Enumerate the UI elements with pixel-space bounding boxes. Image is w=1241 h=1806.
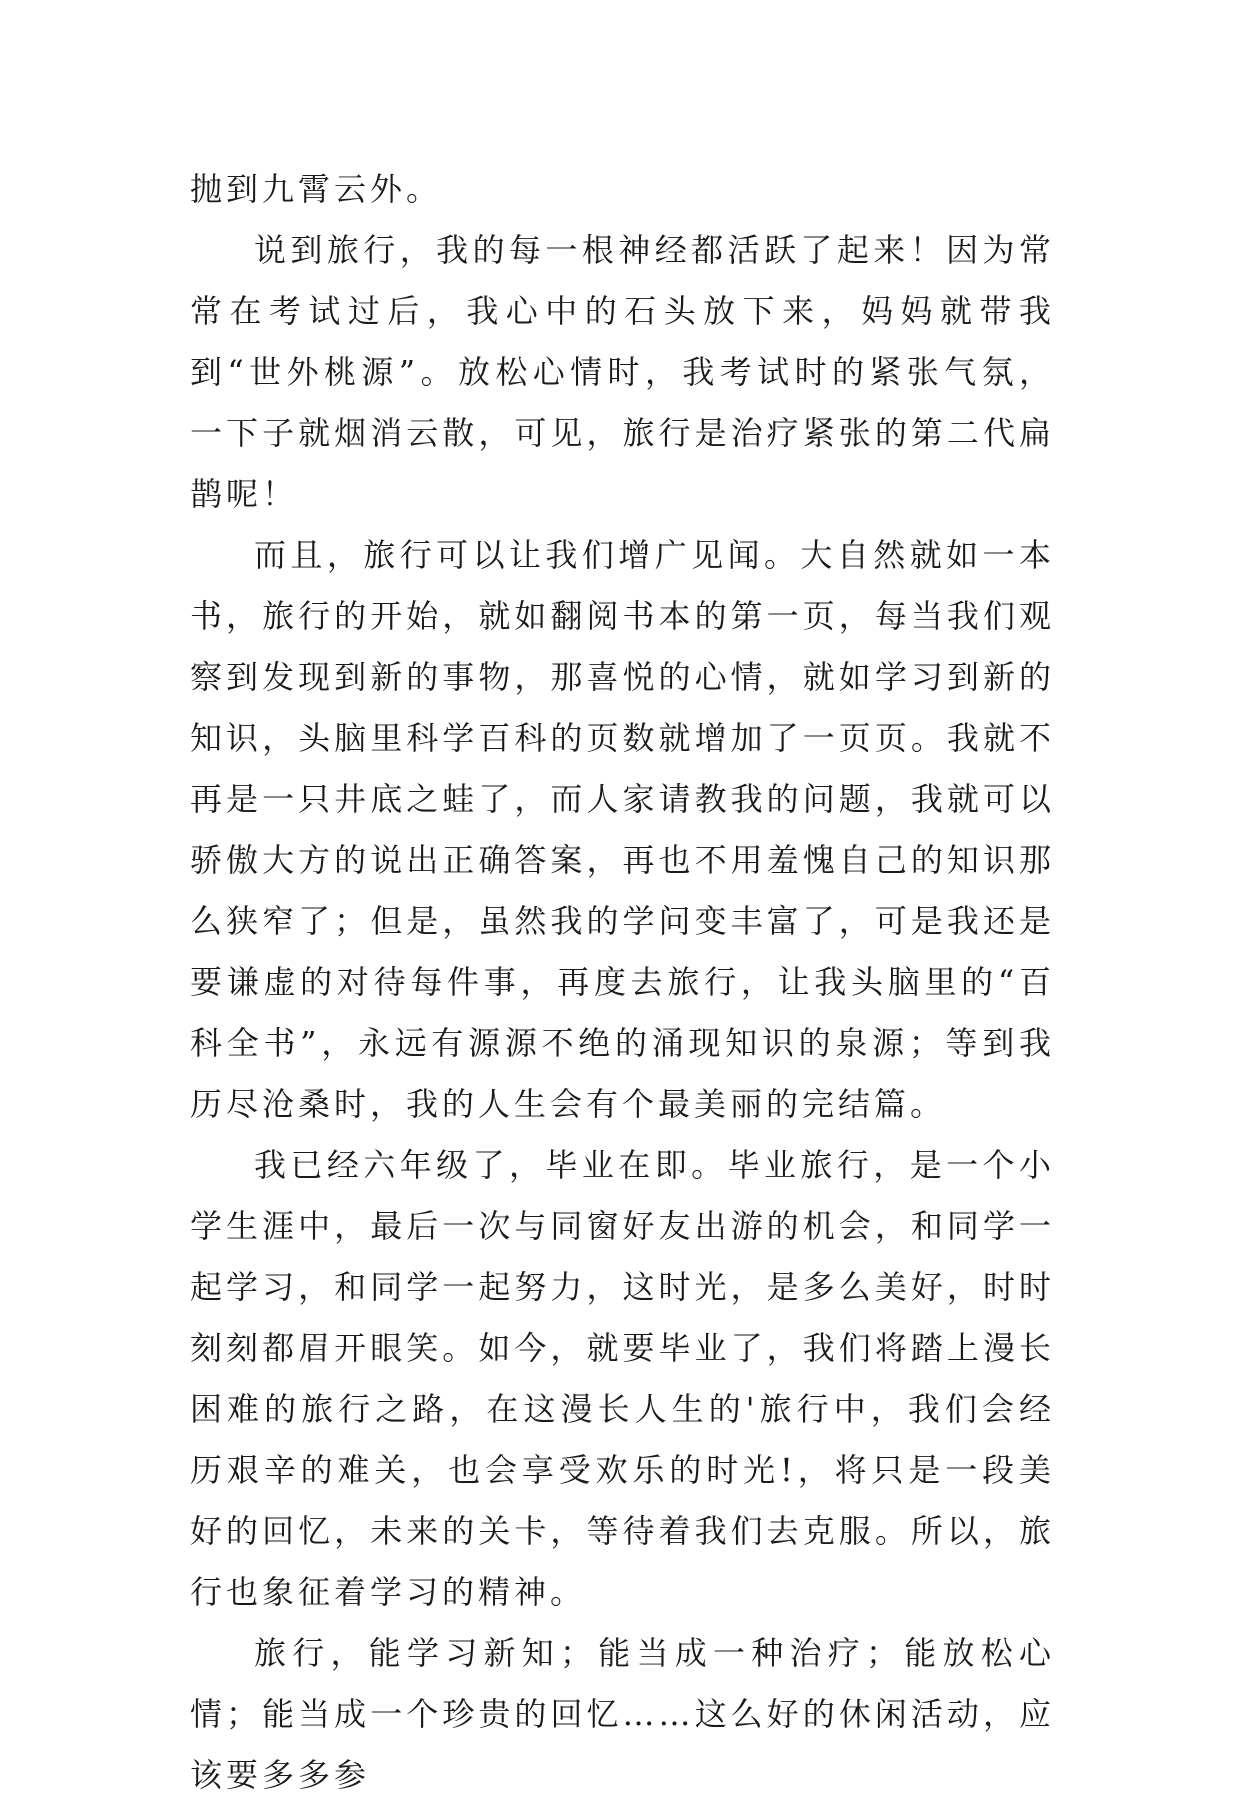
paragraph-travel-knowledge: 而且，旅行可以让我们增广见闻。大自然就如一本书，旅行的开始，就如翻阅书本的第一页，每当我们观察到发现到新的事物，那喜悦的心情，就如学习到新的知识，头脑里科学百科的页数就增加了一页页。我就不再是一只井底之蛙了，而人家请教我的问题，我就可以骄傲大方的说出正确答案，再也不用羞愧自己的知识那么狭窄了；但是，虽然我的学问变丰富了，可是我还是要谦虚的对待每件事，再度去旅行，让我头脑里的“百科全书”，永远有源源不绝的涌现知识的泉源；等到我历尽沧桑时，我的人生会有个最美丽的完结篇。: [190, 536, 1055, 1123]
paragraph-conclusion: 旅行，能学习新知；能当成一种治疗；能放松心情；能当成一个珍贵的回忆……这么好的休闲活动，应该要多多参: [190, 1634, 1055, 1794]
paragraph-travel-relax: 说到旅行，我的每一根神经都活跃了起来！因为常常在考试过后，我心中的石头放下来，妈妈就带我到“世外桃源”。放松心情时，我考试时的紧张气氛，一下子就烟消云散，可见，旅行是治疗紧张的第二代扁鹊呢！: [190, 231, 1055, 513]
paragraph-graduation-trip: 我已经六年级了，毕业在即。毕业旅行，是一个小学生涯中，最后一次与同窗好友出游的机会，和同学一起学习，和同学一起努力，这时光，是多么美好，时时刻刻都眉开眼笑。如今，就要毕业了，我们将踏上漫长困难的旅行之路，在这漫长人生的'旅行中，我们会经历艰辛的难关，也会享受欢乐的时光!，将只是一段美好的回忆，未来的关卡，等待着我们去克服。所以，旅行也象征着学习的精神。: [190, 1146, 1055, 1611]
essay-body: [190, 159, 1055, 1806]
paragraph-continued: 抛到九霄云外。: [190, 170, 443, 208]
